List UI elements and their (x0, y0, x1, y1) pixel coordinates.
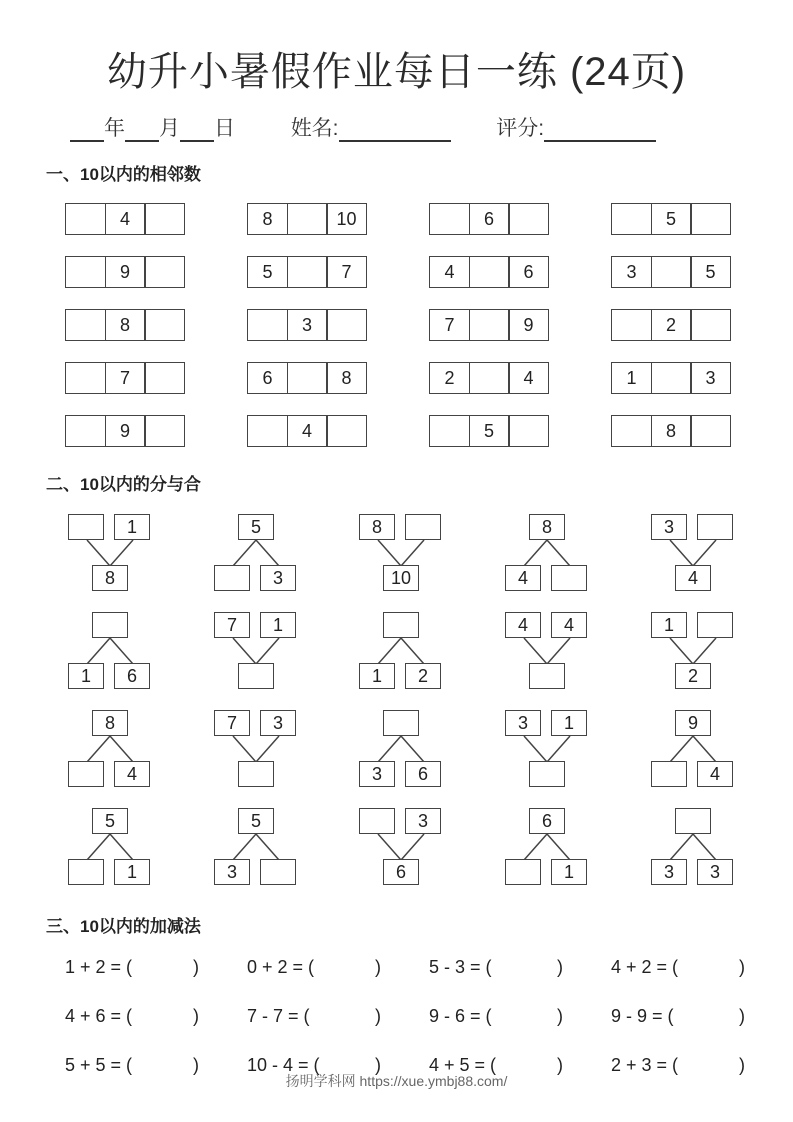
answer-cell[interactable] (690, 203, 731, 235)
connector-line (233, 540, 256, 566)
answer-box[interactable] (697, 612, 733, 638)
number-cell: 9 (105, 256, 146, 288)
connector-line (87, 834, 110, 860)
number-box: 1 (551, 710, 587, 736)
section-heading-neighbors: 一、10以内的相邻数 (46, 165, 201, 184)
neighbor-triplet (65, 362, 185, 394)
number-box: 3 (651, 859, 687, 885)
connector-line (401, 540, 424, 566)
answer-cell[interactable] (611, 309, 652, 341)
number-cell: 7 (105, 362, 146, 394)
answer-cell[interactable] (651, 362, 692, 394)
answer-cell[interactable] (65, 203, 106, 235)
month-blank[interactable] (125, 120, 159, 142)
equation-text: 7 - 7 = ( (247, 1006, 310, 1026)
number-box: 5 (238, 514, 274, 540)
answer-box[interactable] (68, 859, 104, 885)
equation (611, 1006, 751, 1030)
number-cell: 6 (469, 203, 510, 235)
number-box: 4 (114, 761, 150, 787)
year-blank[interactable] (70, 120, 104, 142)
number-bond-split (648, 808, 738, 888)
answer-cell[interactable] (690, 415, 731, 447)
footer-watermark: 扬明学科网 https://xue.ymbj88.com/ (285, 1073, 508, 1089)
connector-line (693, 540, 716, 566)
number-cell: 9 (105, 415, 146, 447)
number-box: 3 (214, 859, 250, 885)
number-bond-merge (211, 612, 301, 692)
answer-cell[interactable] (326, 415, 367, 447)
answer-cell[interactable] (508, 203, 549, 235)
number-cell: 6 (508, 256, 549, 288)
answer-cell[interactable] (611, 415, 652, 447)
number-box: 3 (505, 710, 541, 736)
number-box: 1 (651, 612, 687, 638)
number-box: 4 (551, 612, 587, 638)
neighbor-triplet (65, 256, 185, 288)
answer-cell[interactable] (429, 203, 470, 235)
number-box: 1 (114, 514, 150, 540)
answer-cell[interactable] (65, 415, 106, 447)
answer-box[interactable] (651, 761, 687, 787)
number-bond-merge (65, 514, 155, 594)
neighbor-triplet (247, 203, 367, 235)
neighbor-triplet (65, 309, 185, 341)
number-box: 1 (359, 663, 395, 689)
neighbor-triplet (247, 362, 367, 394)
number-box: 4 (505, 612, 541, 638)
connector-line (401, 638, 424, 664)
equation-text: 10 - 4 = ( (247, 1055, 320, 1075)
number-box: 1 (260, 612, 296, 638)
neighbor-triplet (611, 362, 731, 394)
connector-line (401, 834, 424, 860)
neighbor-triplet (429, 203, 549, 235)
neighbor-triplet (429, 362, 549, 394)
number-cell: 5 (469, 415, 510, 447)
number-box: 1 (114, 859, 150, 885)
number-box: 8 (529, 514, 565, 540)
answer-cell[interactable] (65, 309, 106, 341)
number-cell: 3 (287, 309, 328, 341)
number-box: 2 (675, 663, 711, 689)
connector-line (233, 736, 256, 762)
neighbor-triplet (247, 309, 367, 341)
number-cell: 7 (429, 309, 470, 341)
neighbor-triplet (611, 415, 731, 447)
number-box: 5 (92, 808, 128, 834)
equation (429, 1006, 569, 1030)
number-cell: 8 (651, 415, 692, 447)
neighbor-triplet (65, 203, 185, 235)
number-bond-split (502, 808, 592, 888)
connector-line (378, 540, 401, 566)
neighbor-triplet (429, 415, 549, 447)
number-cell: 3 (611, 256, 652, 288)
connector-line (547, 638, 570, 664)
score-label: 评分: (496, 117, 545, 140)
number-box: 3 (359, 761, 395, 787)
connector-line (378, 638, 401, 664)
equation (611, 957, 751, 981)
equation-text: 5 + 5 = ( (65, 1055, 133, 1075)
neighbor-triplet (429, 256, 549, 288)
answer-cell[interactable] (469, 362, 510, 394)
number-bond-split (65, 808, 155, 888)
number-bond-merge (211, 710, 301, 790)
connector-line (110, 540, 133, 566)
number-box: 3 (260, 565, 296, 591)
answer-paren[interactable]: ) (739, 957, 745, 977)
number-bond-split (356, 710, 446, 790)
number-box: 1 (68, 663, 104, 689)
number-box: 6 (383, 859, 419, 885)
answer-box[interactable] (551, 565, 587, 591)
number-bond-merge (356, 514, 446, 594)
connector-line (670, 638, 693, 664)
answer-box[interactable] (405, 514, 441, 540)
neighbor-triplet (247, 415, 367, 447)
answer-cell[interactable] (326, 309, 367, 341)
number-bond-split (356, 612, 446, 692)
connector-line (256, 540, 279, 566)
connector-line (670, 736, 693, 762)
answer-paren[interactable]: ) (375, 957, 381, 977)
answer-box[interactable] (214, 565, 250, 591)
number-box: 7 (214, 612, 250, 638)
connector-line (378, 834, 401, 860)
number-cell: 7 (326, 256, 367, 288)
answer-paren[interactable]: ) (375, 1055, 381, 1075)
connector-line (524, 736, 547, 762)
number-cell: 3 (690, 362, 731, 394)
number-cell: 1 (611, 362, 652, 394)
connector-line (110, 638, 133, 664)
number-box: 8 (92, 710, 128, 736)
connector-line (87, 540, 110, 566)
connector-line (693, 834, 716, 860)
answer-paren[interactable]: ) (557, 1055, 563, 1075)
answer-cell[interactable] (247, 309, 288, 341)
number-box: 6 (114, 663, 150, 689)
answer-box[interactable] (697, 514, 733, 540)
answer-cell[interactable] (65, 362, 106, 394)
equation-text: 4 + 2 = ( (611, 957, 679, 977)
equation-text: 9 - 9 = ( (611, 1006, 674, 1026)
number-cell: 8 (326, 362, 367, 394)
connector-line (256, 638, 279, 664)
number-box: 3 (697, 859, 733, 885)
answer-cell[interactable] (65, 256, 106, 288)
number-box: 2 (405, 663, 441, 689)
number-bond-split (502, 514, 592, 594)
connector-line (378, 736, 401, 762)
connector-line (233, 834, 256, 860)
number-cell: 4 (287, 415, 328, 447)
number-cell: 9 (508, 309, 549, 341)
number-bond-merge (502, 612, 592, 692)
equation-text: 0 + 2 = ( (247, 957, 315, 977)
answer-box[interactable] (359, 808, 395, 834)
answer-box[interactable] (505, 859, 541, 885)
answer-cell[interactable] (690, 309, 731, 341)
connector-line (547, 736, 570, 762)
answer-box[interactable] (383, 612, 419, 638)
equation-text: 4 + 5 = ( (429, 1055, 497, 1075)
number-box: 9 (675, 710, 711, 736)
equation-text: 2 + 3 = ( (611, 1055, 679, 1075)
answer-cell[interactable] (469, 256, 510, 288)
number-cell: 2 (429, 362, 470, 394)
number-cell: 5 (651, 203, 692, 235)
number-cell: 6 (247, 362, 288, 394)
day-blank[interactable] (180, 120, 214, 142)
connector-line (670, 540, 693, 566)
answer-cell[interactable] (144, 203, 185, 235)
section-heading-arithmetic: 三、10以内的加减法 (46, 917, 201, 936)
connector-line (87, 736, 110, 762)
number-box: 5 (238, 808, 274, 834)
connector-line (693, 638, 716, 664)
score-blank[interactable] (544, 120, 656, 142)
info-line (70, 112, 656, 142)
connector-line (110, 834, 133, 860)
number-box: 4 (675, 565, 711, 591)
answer-box[interactable] (238, 663, 274, 689)
number-cell: 5 (690, 256, 731, 288)
number-box: 6 (529, 808, 565, 834)
number-cell: 8 (105, 309, 146, 341)
equation-text: 5 - 3 = ( (429, 957, 492, 977)
equation (247, 957, 387, 981)
answer-cell[interactable] (144, 415, 185, 447)
answer-cell[interactable] (429, 415, 470, 447)
number-bond-merge (356, 808, 446, 888)
number-box: 7 (214, 710, 250, 736)
connector-line (547, 834, 570, 860)
answer-box[interactable] (529, 663, 565, 689)
number-box: 4 (505, 565, 541, 591)
number-box: 3 (405, 808, 441, 834)
number-box: 3 (651, 514, 687, 540)
number-box: 8 (359, 514, 395, 540)
connector-line (524, 638, 547, 664)
neighbor-triplet (611, 309, 731, 341)
neighbor-triplet (429, 309, 549, 341)
number-bond-split (65, 710, 155, 790)
connector-line (670, 834, 693, 860)
number-box: 8 (92, 565, 128, 591)
answer-cell[interactable] (144, 309, 185, 341)
equation-text: 1 + 2 = ( (65, 957, 133, 977)
number-bond-split (648, 710, 738, 790)
answer-paren[interactable]: ) (557, 957, 563, 977)
equation (247, 1006, 387, 1030)
connector-line (524, 540, 547, 566)
name-label: 姓名: (290, 117, 339, 140)
number-cell: 8 (247, 203, 288, 235)
equation (429, 957, 569, 981)
name-blank[interactable] (339, 120, 451, 142)
day-label: 日 (214, 117, 235, 140)
number-box: 4 (697, 761, 733, 787)
equation-text: 4 + 6 = ( (65, 1006, 133, 1026)
year-label: 年 (104, 117, 125, 140)
answer-cell[interactable] (611, 203, 652, 235)
neighbor-triplet (611, 203, 731, 235)
answer-cell[interactable] (287, 256, 328, 288)
answer-cell[interactable] (144, 256, 185, 288)
number-box: 6 (405, 761, 441, 787)
number-bond-split (211, 808, 301, 888)
number-bond-split (211, 514, 301, 594)
number-bond-merge (648, 514, 738, 594)
answer-paren[interactable]: ) (739, 1055, 745, 1075)
connector-line (256, 834, 279, 860)
connector-line (87, 638, 110, 664)
connector-line (256, 736, 279, 762)
answer-cell[interactable] (247, 415, 288, 447)
neighbor-triplet (247, 256, 367, 288)
answer-cell[interactable] (287, 203, 328, 235)
answer-paren[interactable]: ) (739, 1006, 745, 1026)
answer-paren[interactable]: ) (375, 1006, 381, 1026)
connector-line (110, 736, 133, 762)
answer-box[interactable] (68, 761, 104, 787)
answer-paren[interactable]: ) (193, 957, 199, 977)
answer-box[interactable] (675, 808, 711, 834)
connector-line (233, 638, 256, 664)
month-label: 月 (159, 117, 180, 140)
number-bond-merge (648, 612, 738, 692)
number-cell: 4 (508, 362, 549, 394)
neighbor-triplet (611, 256, 731, 288)
number-bond-split (65, 612, 155, 692)
equation-text: 9 - 6 = ( (429, 1006, 492, 1026)
number-bond-merge (502, 710, 592, 790)
answer-paren[interactable]: ) (193, 1055, 199, 1075)
answer-paren[interactable]: ) (193, 1006, 199, 1026)
answer-cell[interactable] (469, 309, 510, 341)
answer-box[interactable] (383, 710, 419, 736)
number-box: 1 (551, 859, 587, 885)
equation (65, 1006, 205, 1030)
section-heading-compose: 二、10以内的分与合 (46, 475, 201, 494)
answer-box[interactable] (260, 859, 296, 885)
answer-box[interactable] (92, 612, 128, 638)
answer-cell[interactable] (287, 362, 328, 394)
answer-box[interactable] (529, 761, 565, 787)
number-cell: 5 (247, 256, 288, 288)
equation (65, 957, 205, 981)
neighbor-triplet (65, 415, 185, 447)
answer-cell[interactable] (651, 256, 692, 288)
number-cell: 2 (651, 309, 692, 341)
connector-line (524, 834, 547, 860)
connector-line (693, 736, 716, 762)
answer-cell[interactable] (144, 362, 185, 394)
connector-line (547, 540, 570, 566)
number-box: 10 (383, 565, 419, 591)
connector-line (401, 736, 424, 762)
answer-paren[interactable]: ) (557, 1006, 563, 1026)
number-cell: 4 (429, 256, 470, 288)
number-cell: 10 (326, 203, 367, 235)
number-cell: 4 (105, 203, 146, 235)
answer-box[interactable] (68, 514, 104, 540)
answer-box[interactable] (238, 761, 274, 787)
page-title: 幼升小暑假作业每日一练 (24页) (106, 50, 687, 94)
number-box: 3 (260, 710, 296, 736)
answer-cell[interactable] (508, 415, 549, 447)
